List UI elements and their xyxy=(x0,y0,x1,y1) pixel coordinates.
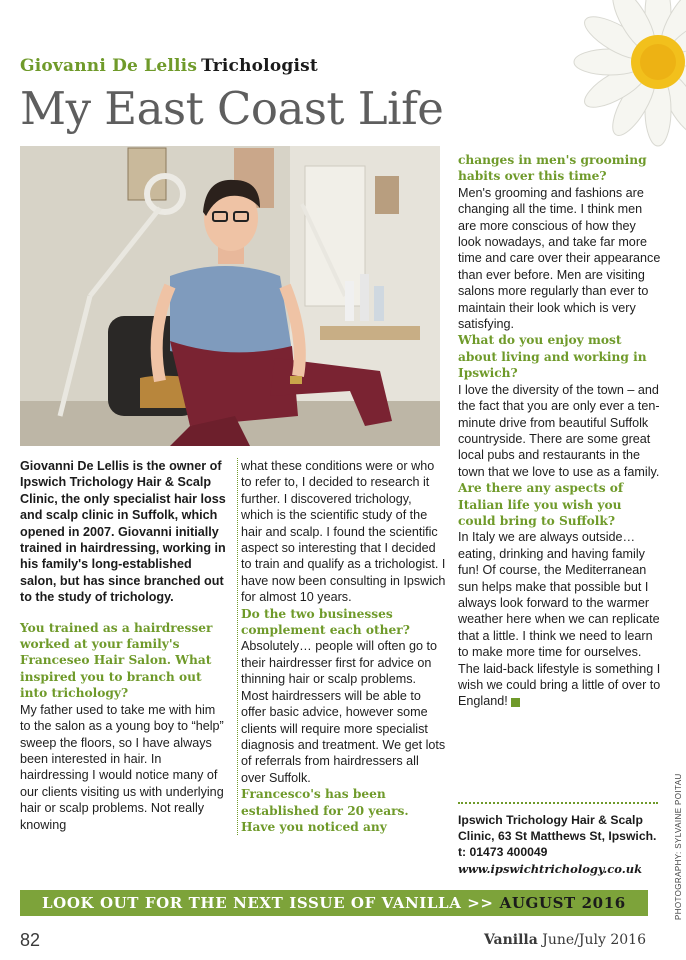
column-middle xyxy=(237,458,446,835)
author-role: Trichologist xyxy=(201,56,318,76)
question-italian-life: Are there any aspects of Italian life you wish you could bring to Suffolk? xyxy=(458,481,624,528)
photo-credit-text: PHOTOGRAPHY: SYLVAINE POITAU xyxy=(674,773,683,920)
question-ipswich: What do you enjoy most about living and working in Ipswich? xyxy=(458,333,647,381)
portrait-photo xyxy=(20,146,440,446)
contact-address: Ipswich Trichology Hair & Scalp Clinic, 63 St Matthews St, Ipswich. t: 01473 400049 xyxy=(458,813,657,860)
column-left xyxy=(20,458,226,833)
magazine-folio xyxy=(484,932,646,948)
contact-website-link[interactable]: www.ipswichtrichology.co.uk xyxy=(458,861,643,876)
author-name: Giovanni De Lellis xyxy=(20,56,198,76)
contact-box xyxy=(458,802,658,877)
article-kicker xyxy=(20,56,318,76)
question-trichology: You trained as a hairdresser worked at your family's Franceseo Hair Salon. What inspired you to branch out into trichology? xyxy=(20,620,213,701)
end-mark-icon xyxy=(511,698,520,707)
answer-businesses: Absolutely… people will often go to their hairdresser first for advice on thinning hair or scalp problems. Most hairdressers will be able to offer basic advice, however some clients will require more specialist diagnosis and treatment. We get lots of referrals from hairdressers all over Suffolk. xyxy=(241,639,446,785)
banner-issue: AUGUST 2016 xyxy=(499,894,626,912)
column-right xyxy=(458,152,662,710)
magazine-name: Vanilla xyxy=(483,932,538,948)
question-grooming: Francesco's has been established for 20 years. Have you noticed any xyxy=(241,787,409,834)
answer-grooming: Men's grooming and fashions are changing all the time. I think men are more conscious of how they look nowadays, and take far more time and care over their appearance than ever before. Men are visiting salons more regularly than ever to maintain their look which is very satisfying. xyxy=(458,185,661,332)
page-number: 82 xyxy=(20,930,41,950)
answer-trichology-continued: what these conditions were or who to refer to, I decided to research it further. I discovered trichology, which is the scientific study of the hair and scalp. I found the scientific aspect so interesting that I decided to train and qualify as a trichologist. I have now been consulting in Ipswich for almost 10 years. xyxy=(241,459,446,605)
question-businesses: Do the two businesses complement each other? xyxy=(241,606,410,638)
article-headline: My East Coast Life xyxy=(20,82,444,135)
answer-trichology: My father used to take me with him to the salon as a young boy to “help” sweep the floors, so I have always been interested in hair. In hairdressing I would notice many of our clients visiting us with underlying hair or scalp problems. Not really knowing xyxy=(20,702,224,832)
question-grooming-continued: changes in men's grooming habits over this time? xyxy=(458,153,647,184)
magazine-issue: June/July 2016 xyxy=(542,932,646,948)
answer-ipswich: I love the diversity of the town – and the fact that you are only ever a ten-minute drive from beautiful Suffolk countryside. There are some great local pubs and restaurants in the town that we love to use as a family. xyxy=(458,382,660,479)
photo-credit xyxy=(662,773,683,920)
salon-portrait-image xyxy=(20,146,440,446)
intro-paragraph: Giovanni De Lellis is the owner of Ipswich Trichology Hair & Scalp Clinic, the only specialist hair loss and scalp clinic in Suffolk, which opened in 2007. Giovanni initially trained in hairdressing, working in his family's long-established salon, but has since branched out to the study of trichology. xyxy=(20,459,226,605)
next-issue-banner xyxy=(20,890,648,916)
banner-text: LOOK OUT FOR THE NEXT ISSUE OF VANILLA >> xyxy=(42,894,494,912)
answer-italian-life: In Italy we are always outside… eating, drinking and having family fun! Of course, the Mediterranean sun helps make that possible but I always look forward to the warmer weather here when we can replicate that a little. I think we need to learn to make more time for ourselves. The laid-back lifestyle is something I wish we could bring a little of over to England! xyxy=(458,530,661,709)
